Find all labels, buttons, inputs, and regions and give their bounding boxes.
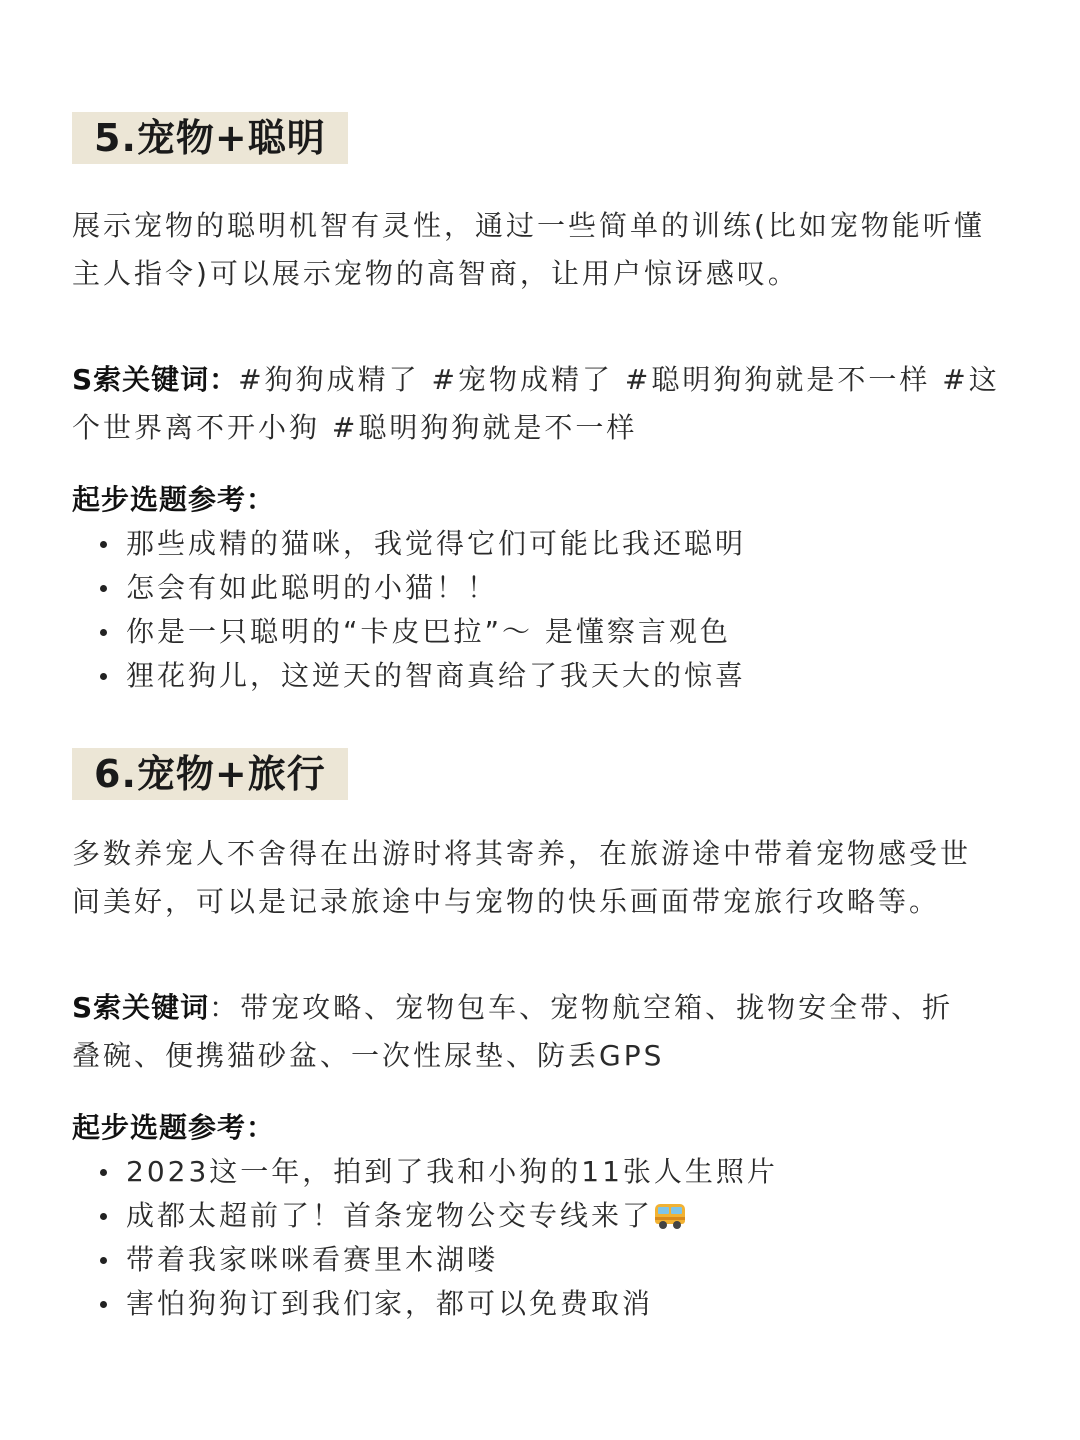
topic-text: 你是一只聪明的“卡皮巴拉”～ 是懂察言观色 [126,615,731,648]
bullet-icon [100,673,107,680]
topic-text: 狸花狗儿，这逆天的智商真给了我天大的惊喜 [126,659,747,692]
section-pet-travel [72,748,1012,1326]
keywords-label: S索关键词： [72,363,239,396]
bus-icon [655,1204,685,1228]
list-item [72,1282,1012,1326]
list-item [72,566,1012,610]
section-heading: 6.宠物+旅行 [72,748,348,800]
bullet-icon [100,585,107,592]
search-keywords [72,984,1012,1080]
bullet-icon [100,1301,107,1308]
section-pet-smart [72,112,1012,698]
description-line: 主人指令)可以展示宠物的高智商，让用户惊讶感叹。 [72,257,799,290]
list-item [72,1194,1012,1238]
description-line: 多数养宠人不舍得在出游时将其寄养，在旅游途中带着宠物感受世 [72,837,972,870]
description-line: 展示宠物的聪明机智有灵性，通过一些简单的训练(比如宠物能听懂 [72,209,985,242]
topic-text: 那些成精的猫咪，我觉得它们可能比我还聪明 [126,527,747,560]
bullet-icon [100,1213,107,1220]
description-line: 间美好，可以是记录旅途中与宠物的快乐画面带宠旅行攻略等。 [72,885,941,918]
search-keywords [72,356,1012,452]
topic-text: 2023这一年，拍到了我和小狗的11张人生照片 [126,1155,778,1188]
bullet-icon [100,629,107,636]
keywords-line: ：带宠攻略、宠物包车、宠物航空箱、拢物安全带、折 [209,991,954,1024]
list-item [72,522,1012,566]
keywords-line: #狗狗成精了 #宠物成精了 #聪明狗狗就是不一样 #这 [238,363,1000,396]
bullet-icon [100,541,107,548]
topic-reference-label: 起步选题参考： [72,1111,276,1144]
list-item [72,654,1012,698]
section-description [72,202,1012,298]
topic-list [72,522,1012,698]
keywords-line: 叠碗、便携猫砂盆、一次性尿垫、防丢GPS [72,1039,665,1072]
list-item [72,1150,1012,1194]
topic-reference-label: 起步选题参考： [72,483,276,516]
topic-text: 成都太超前了！首条宠物公交专线来了 [126,1199,654,1232]
bullet-icon [100,1257,107,1264]
list-item [72,610,1012,654]
section-heading: 5.宠物+聪明 [72,112,348,164]
keywords-line: 个世界离不开小狗 #聪明狗狗就是不一样 [72,411,638,444]
topic-list [72,1150,1012,1326]
topic-text: 怎会有如此聪明的小猫！！ [126,571,499,604]
topic-text: 害怕狗狗订到我们家，都可以免费取消 [126,1287,654,1320]
bullet-icon [100,1169,107,1176]
keywords-label: S索关键词 [72,991,210,1024]
list-item [72,1238,1012,1282]
topic-text: 带着我家咪咪看赛里木湖喽 [126,1243,499,1276]
section-description [72,830,1012,926]
